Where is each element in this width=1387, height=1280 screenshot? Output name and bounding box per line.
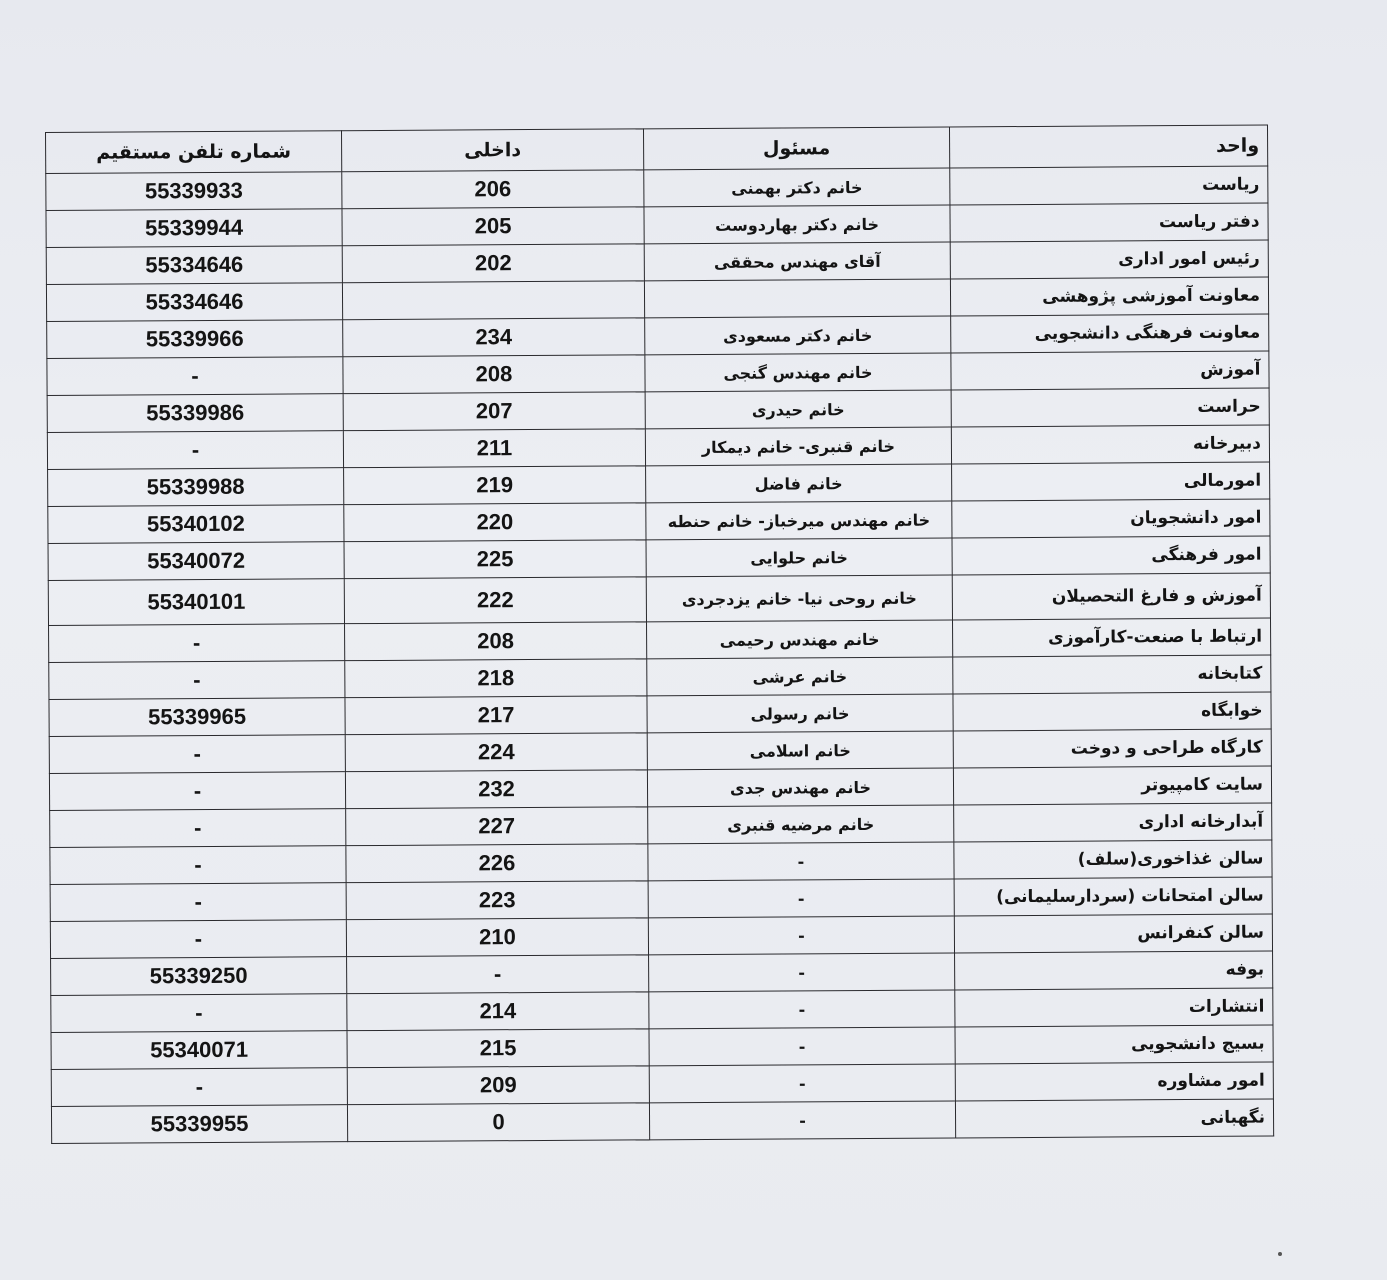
- extension-cell: 223: [346, 881, 648, 920]
- responsible-cell: خانم مهندس رحیمی: [647, 620, 953, 659]
- responsible-cell: خانم قنبری- خانم دیمکار: [645, 427, 951, 466]
- phone-cell: 55339988: [48, 468, 344, 507]
- responsible-cell: خانم دکتر بهاردوست: [644, 205, 950, 244]
- header-extension: داخلی: [341, 129, 643, 172]
- responsible-cell: -: [649, 953, 955, 992]
- header-responsible: مسئول: [643, 127, 949, 170]
- extension-cell: 225: [344, 540, 646, 579]
- extension-cell: 214: [347, 992, 649, 1031]
- extension-cell: 224: [345, 733, 647, 772]
- extension-cell: 227: [346, 807, 648, 846]
- phone-cell: -: [49, 735, 345, 774]
- unit-cell: رئیس امور اداری: [950, 240, 1268, 279]
- phone-cell: -: [50, 883, 346, 922]
- extension-cell: 210: [346, 918, 648, 957]
- responsible-cell: خانم دکتر بهمنی: [644, 168, 950, 207]
- unit-cell: امورمالی: [952, 462, 1270, 501]
- phone-cell: 55340071: [51, 1031, 347, 1070]
- phone-cell: 55339955: [51, 1105, 347, 1144]
- extension-cell: 226: [346, 844, 648, 883]
- phone-cell: -: [50, 846, 346, 885]
- responsible-cell: [644, 279, 950, 318]
- responsible-cell: خانم حلوایی: [646, 538, 952, 577]
- extension-cell: 206: [342, 170, 644, 209]
- extension-cell: 219: [344, 466, 646, 505]
- phone-cell: -: [47, 431, 343, 470]
- responsible-cell: -: [649, 990, 955, 1029]
- responsible-cell: -: [649, 1064, 955, 1103]
- extension-cell: 211: [343, 429, 645, 468]
- responsible-cell: خانم دکتر مسعودی: [645, 316, 951, 355]
- phone-cell: 55339933: [46, 172, 342, 211]
- phone-cell: 55339965: [49, 698, 345, 737]
- phone-cell: 55339250: [51, 957, 347, 996]
- phone-cell: -: [49, 772, 345, 811]
- responsible-cell: خانم مهندس میرخباز- خانم حنطه: [646, 501, 952, 540]
- extension-cell: 207: [343, 392, 645, 431]
- table-row: [48, 573, 1270, 625]
- responsible-cell: خانم مرضیه قنبری: [648, 805, 954, 844]
- phone-cell: 55339986: [47, 394, 343, 433]
- responsible-cell: -: [649, 1027, 955, 1066]
- unit-cell: معاونت آموزشی پژوهشی: [950, 277, 1268, 316]
- header-unit: واحد: [949, 125, 1267, 168]
- extension-cell: 234: [343, 318, 645, 357]
- unit-cell: نگهبانی: [955, 1099, 1273, 1138]
- responsible-cell: خانم روحی نیا- خانم یزدجردی: [646, 575, 952, 622]
- unit-cell: ارتباط با صنعت-کارآموزی: [952, 618, 1270, 657]
- phone-directory-table: [45, 125, 1274, 1144]
- unit-cell: بسیج دانشجویی: [955, 1025, 1273, 1064]
- phone-cell: -: [49, 624, 345, 663]
- extension-cell: 209: [347, 1066, 649, 1105]
- extension-cell: 202: [342, 244, 644, 283]
- extension-cell: 208: [343, 355, 645, 394]
- unit-cell: کتابخانه: [953, 655, 1271, 694]
- unit-cell: سالن کنفرانس: [954, 914, 1272, 953]
- responsible-cell: خانم رسولی: [647, 694, 953, 733]
- phone-cell: 55339944: [46, 209, 342, 248]
- extension-cell: 0: [347, 1103, 649, 1142]
- phone-cell: 55334646: [46, 246, 342, 285]
- responsible-cell: آقای مهندس محققی: [644, 242, 950, 281]
- extension-cell: 220: [344, 503, 646, 542]
- unit-cell: آبدارخانه اداری: [954, 803, 1272, 842]
- unit-cell: ریاست: [950, 166, 1268, 205]
- phone-cell: 55339966: [47, 320, 343, 359]
- responsible-cell: -: [648, 879, 954, 918]
- phone-cell: 55340101: [48, 579, 344, 626]
- phone-cell: -: [51, 1068, 347, 1107]
- phone-cell: -: [51, 994, 347, 1033]
- responsible-cell: خانم حیدری: [645, 390, 951, 429]
- extension-cell: [342, 281, 644, 320]
- header-phone: شماره تلفن مستقیم: [46, 131, 342, 174]
- responsible-cell: خانم فاضل: [646, 464, 952, 503]
- extension-cell: 222: [344, 577, 646, 624]
- responsible-cell: -: [648, 842, 954, 881]
- phone-cell: -: [49, 661, 345, 700]
- unit-cell: امور مشاوره: [955, 1062, 1273, 1101]
- phone-cell: 55334646: [46, 283, 342, 322]
- unit-cell: کارگاه طراحی و دوخت: [953, 729, 1271, 768]
- phone-cell: -: [50, 809, 346, 848]
- unit-cell: حراست: [951, 388, 1269, 427]
- unit-cell: آموزش: [951, 351, 1269, 390]
- extension-cell: 218: [345, 659, 647, 698]
- phone-cell: 55340072: [48, 542, 344, 581]
- responsible-cell: خانم مهندس جدی: [647, 768, 953, 807]
- phone-directory-sheet: [45, 125, 1273, 1144]
- extension-cell: -: [347, 955, 649, 994]
- unit-cell: دفتر ریاست: [950, 203, 1268, 242]
- paper-speck: [1278, 1252, 1282, 1256]
- extension-cell: 215: [347, 1029, 649, 1068]
- unit-cell: سالن امتحانات (سردارسلیمانی): [954, 877, 1272, 916]
- unit-cell: آموزش و فارغ التحصیلان: [952, 573, 1270, 620]
- directory-rows: [46, 166, 1274, 1143]
- unit-cell: امور فرهنگی: [952, 536, 1270, 575]
- responsible-cell: خانم مهندس گنجی: [645, 353, 951, 392]
- extension-cell: 232: [345, 770, 647, 809]
- responsible-cell: خانم عرشی: [647, 657, 953, 696]
- unit-cell: سالن غذاخوری(سلف): [954, 840, 1272, 879]
- responsible-cell: خانم اسلامی: [647, 731, 953, 770]
- unit-cell: خوابگاه: [953, 692, 1271, 731]
- phone-cell: -: [50, 920, 346, 959]
- phone-cell: 55340102: [48, 505, 344, 544]
- extension-cell: 217: [345, 696, 647, 735]
- unit-cell: سایت کامپیوتر: [953, 766, 1271, 805]
- unit-cell: امور دانشجویان: [952, 499, 1270, 538]
- table-row: [51, 1099, 1273, 1143]
- unit-cell: انتشارات: [955, 988, 1273, 1027]
- unit-cell: بوفه: [955, 951, 1273, 990]
- responsible-cell: -: [648, 916, 954, 955]
- phone-cell: -: [47, 357, 343, 396]
- responsible-cell: -: [649, 1101, 955, 1140]
- unit-cell: دبیرخانه: [951, 425, 1269, 464]
- extension-cell: 208: [345, 622, 647, 661]
- unit-cell: معاونت فرهنگی دانشجویی: [951, 314, 1269, 353]
- extension-cell: 205: [342, 207, 644, 246]
